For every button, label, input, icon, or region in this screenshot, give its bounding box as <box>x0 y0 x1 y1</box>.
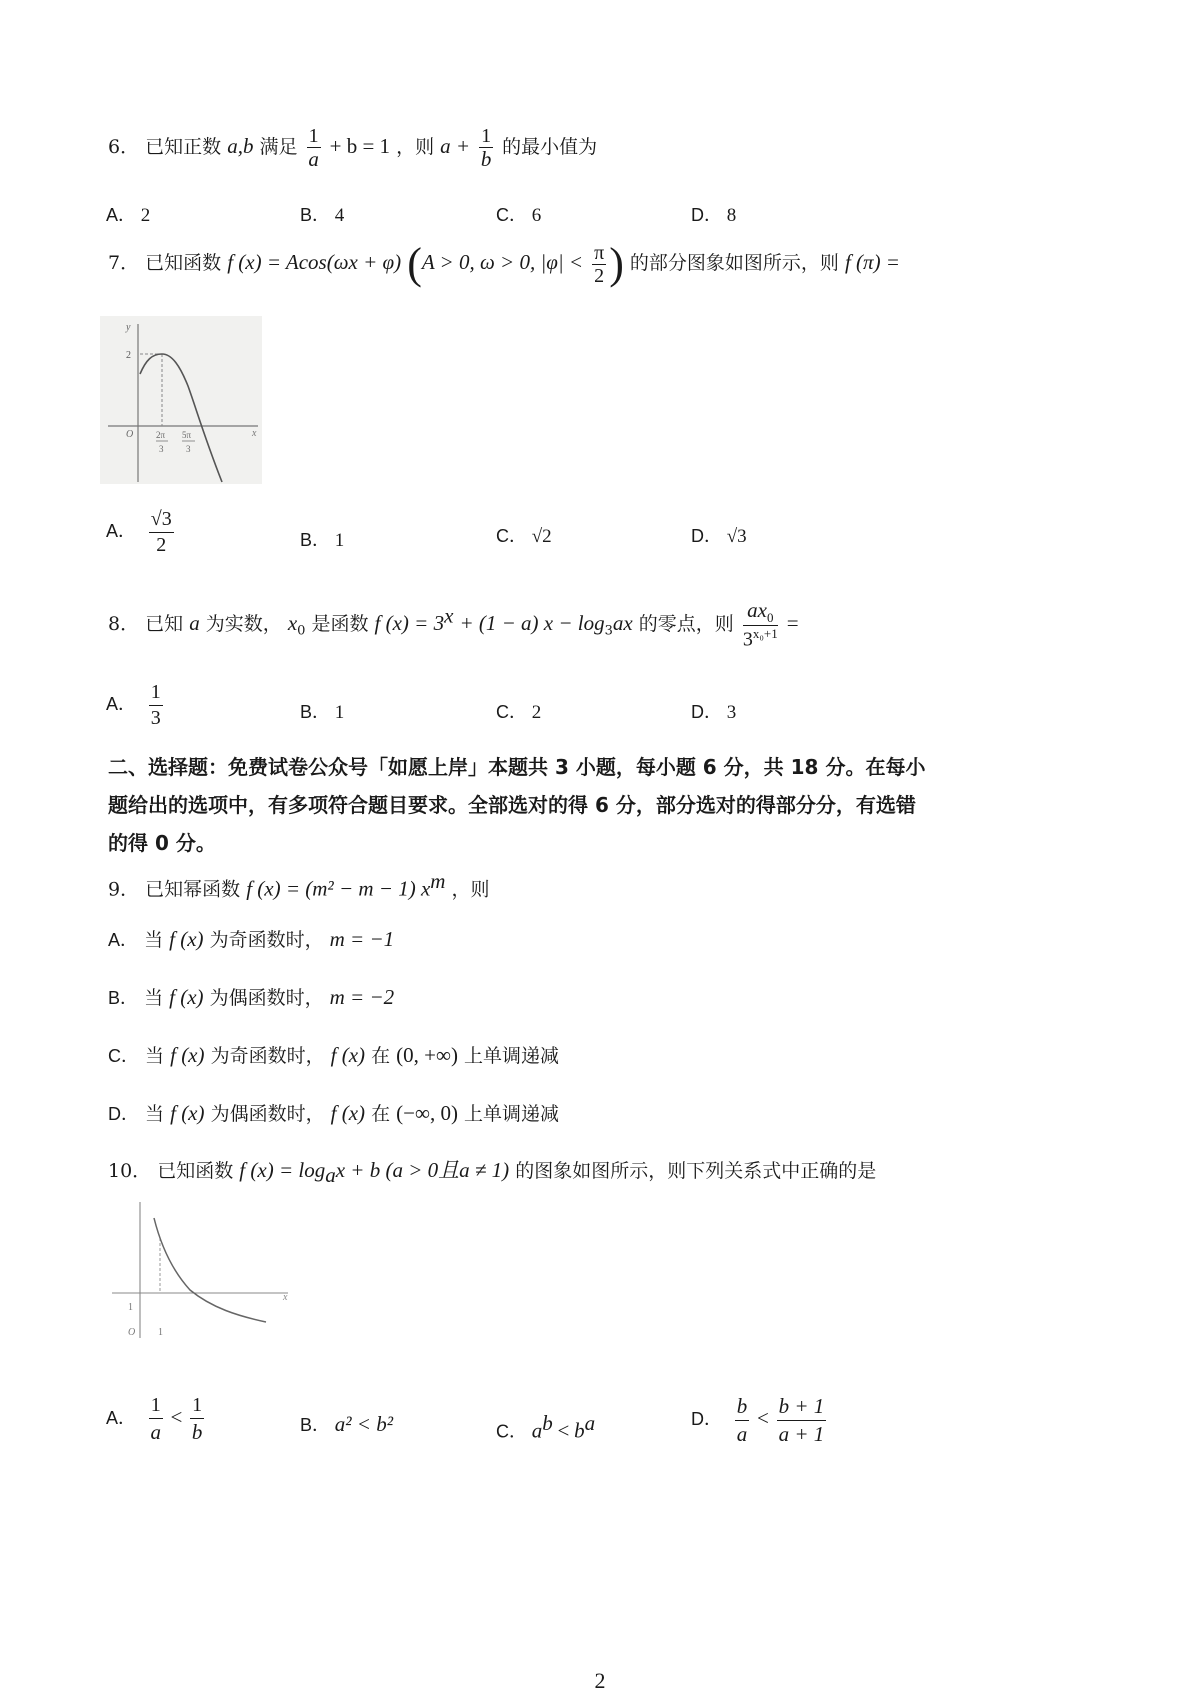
q10-graph-svg <box>108 1198 298 1348</box>
graph-label: 3 <box>159 444 164 454</box>
fraction: $\frac{\pi}{2}$ <box>594 241 605 287</box>
q9-option-b[interactable]: B． 当 f (x) 为偶函数时， m = −2 <box>108 985 395 1009</box>
graph-label: 1 <box>128 1302 133 1313</box>
fraction: $\frac{1}{b}$ <box>480 125 492 171</box>
graph-label: y <box>126 322 131 333</box>
graph-label: 5π <box>182 430 192 440</box>
cosine-curve <box>140 354 222 482</box>
graph-label: 1 <box>158 1327 163 1338</box>
fraction: $\frac{1}{a}$ <box>308 125 319 171</box>
q7-graph <box>100 316 262 484</box>
q10-option-d[interactable]: D． $\frac{b}{a}$ < $\frac{b + 1}{a + 1}$ <box>691 1394 825 1446</box>
q7-option-a[interactable]: A． $\frac{√3}{2}$ <box>106 508 172 556</box>
graph-label: x <box>283 1292 288 1303</box>
q8-number: 8． <box>108 612 140 635</box>
q6-option-a[interactable]: A． 2 <box>106 205 151 226</box>
q10-option-c[interactable]: C． $a^b < b^a$ <box>496 1411 596 1443</box>
question-9: 9． 已知幂函数 f (x) = (m² − m − 1) $x^m$ ，则 <box>108 869 490 901</box>
graph-label: x <box>252 428 257 439</box>
page-number: 2 <box>594 1668 606 1693</box>
q9-option-c[interactable]: C． 当 f (x) 为奇函数时， f (x) 在 (0, +∞) 上单调递减 <box>108 1043 560 1067</box>
question-8: 8． 已知 a 为实数， $x_0$ 是函数 f $(x) = 3^x + (1 - a) x - \log_3ax$ 的零点，则 $\frac{ax_0}{3^{x_0+1}}$ = <box>108 598 799 651</box>
q9-option-a[interactable]: A． 当 f (x) 为奇函数时， m = −1 <box>108 927 395 951</box>
q9-option-d[interactable]: D． 当 f (x) 为偶函数时， f (x) 在 (−∞, 0) 上单调递减 <box>108 1101 560 1125</box>
graph-label: 2π <box>156 430 166 440</box>
q8-option-a[interactable]: A． $\frac{1}{3}$ <box>106 681 161 729</box>
question-10: 10． 已知函数 f $(x) = \log_ax + b$ (a > 0且a ≠ 1) 的图象如图所示，则下列关系式中正确的是 <box>108 1158 877 1187</box>
q6-option-b[interactable]: B． 4 <box>300 205 345 226</box>
graph-label: O <box>126 429 134 440</box>
q6-number: 6． <box>108 136 140 158</box>
q8-option-d[interactable]: D． 3 <box>691 702 737 723</box>
log-curve <box>154 1218 266 1322</box>
question-6: 6． 已知正数 a,b 满足 $\frac{1}{a}$ + b = 1 ，则 a + $\frac{1}{b}$ 的最小值为 <box>108 125 598 171</box>
q6-option-c[interactable]: C． 6 <box>496 205 542 226</box>
q8-option-b[interactable]: B． 1 <box>300 702 345 723</box>
graph-label: O <box>128 1327 136 1338</box>
q10-graph <box>108 1198 298 1348</box>
q8-option-c[interactable]: C． 2 <box>496 702 542 723</box>
fraction: $\frac{ax_0}{3^{x_0+1}}$ <box>742 598 778 651</box>
q10-option-a[interactable]: A． $\frac{1}{a}$ < $\frac{1}{b}$ <box>106 1394 203 1444</box>
section-2-header: 二、选择题：免费试卷公众号「如愿上岸」本题共 3 小题，每小题 6 分，共 18 分。在每小 题给出的选项中，有多项符合题目要求。全部选对的得 6 分，部分选对的得部分分，有选错 的得 0 分。 <box>108 755 926 855</box>
q10-option-b[interactable]: B． a² < b² <box>300 1412 394 1436</box>
q6-option-d[interactable]: D． 8 <box>691 205 737 226</box>
q7-option-c[interactable]: C． √2 <box>496 526 552 547</box>
question-7: 7． 已知函数 f (x) = Acos(ωx + φ) (A > 0, ω > 0, |φ| < $\frac{\pi}{2}$ ) 的部分图象如图所示，则 f (π) = <box>108 239 900 288</box>
graph-label: 3 <box>186 444 191 454</box>
q7-option-b[interactable]: B． 1 <box>300 530 345 551</box>
q7-graph-svg <box>100 316 262 484</box>
graph-label: 2 <box>126 350 131 361</box>
q10-number: 10． <box>108 1160 152 1182</box>
q7-option-d[interactable]: D． √3 <box>691 526 747 547</box>
q9-number: 9． <box>108 878 140 901</box>
q7-number: 7． <box>108 252 140 274</box>
